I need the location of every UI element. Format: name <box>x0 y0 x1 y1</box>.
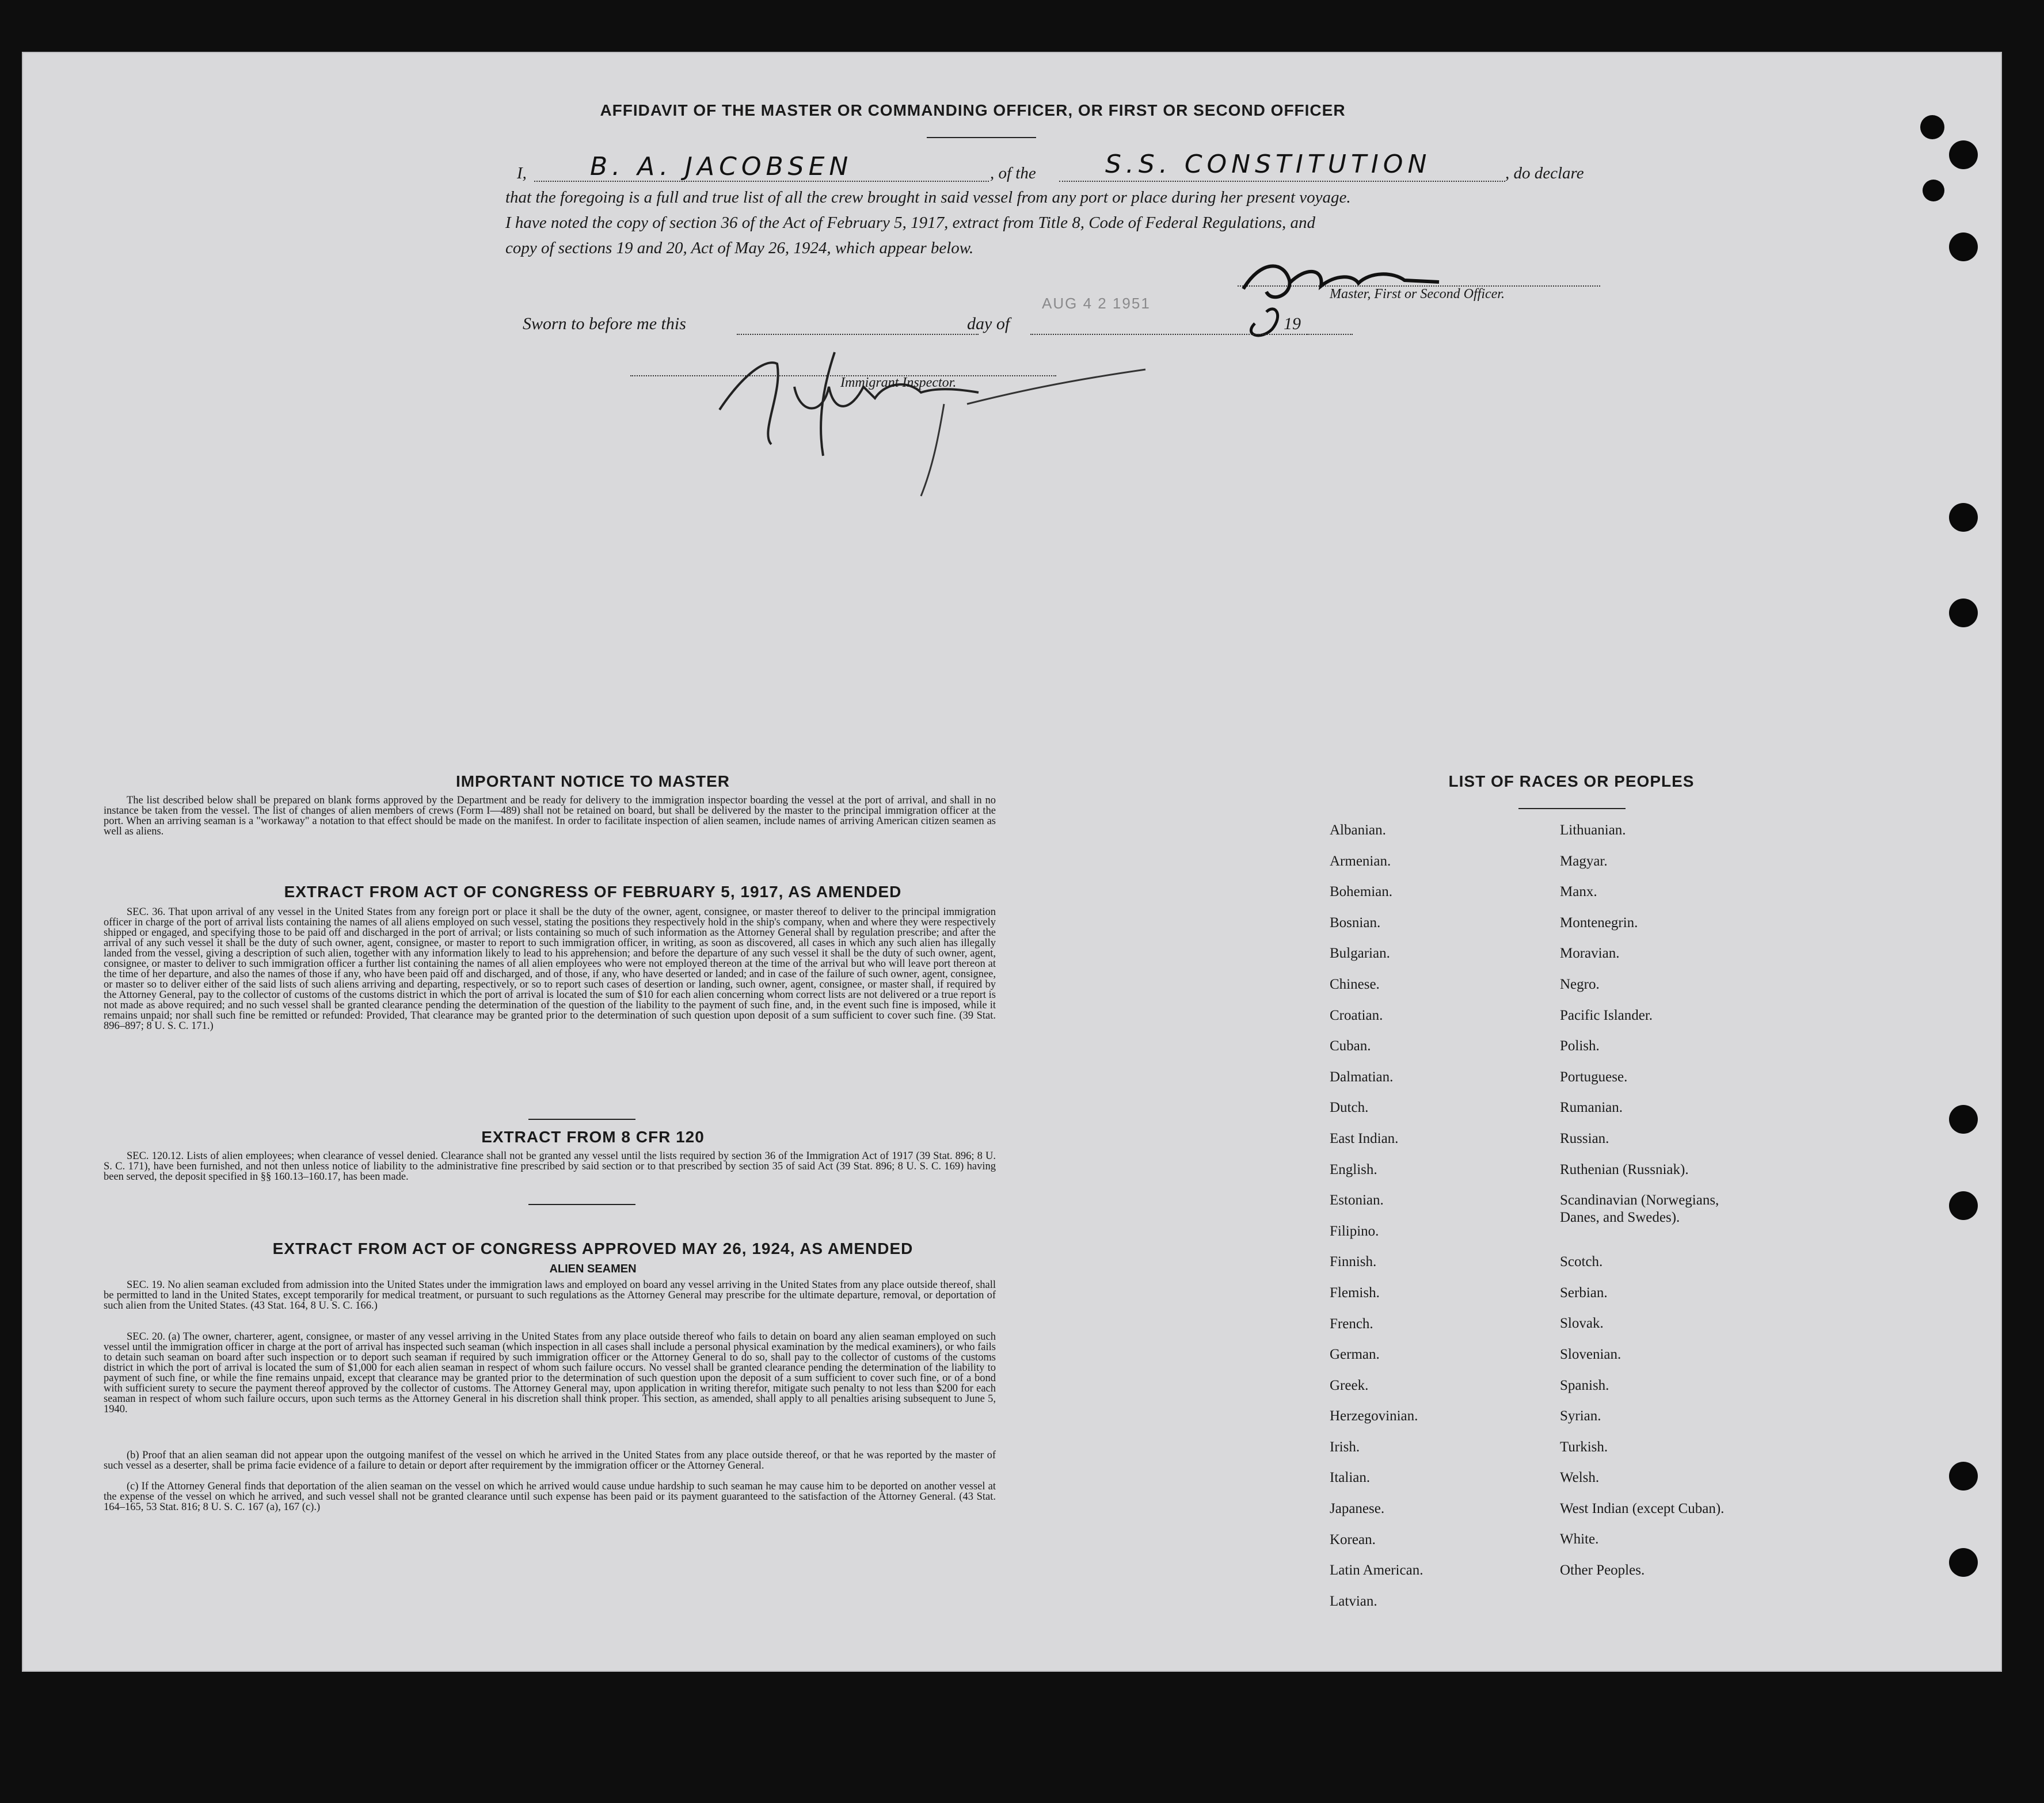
race-item: French. <box>1330 1316 1373 1332</box>
races-left-column <box>1330 822 1560 1623</box>
race-item: Finnish. <box>1330 1254 1377 1270</box>
race-item: Dalmatian. <box>1330 1069 1394 1085</box>
vessel-name-handwritten: S.S. CONSTITUTION <box>1105 150 1432 179</box>
binder-hole <box>1949 503 1978 532</box>
binder-hole <box>1923 180 1944 201</box>
binder-hole <box>1949 1462 1978 1491</box>
race-item: Latvian. <box>1330 1593 1377 1609</box>
binder-hole <box>1949 1105 1978 1134</box>
race-item: Polish. <box>1560 1038 1600 1054</box>
alien-seamen-subheading: ALIEN SEAMEN <box>549 1263 637 1275</box>
inspector-caption: Immigrant Inspector. <box>840 375 957 390</box>
race-item: Slovak. <box>1560 1316 1604 1332</box>
race-item: Irish. <box>1330 1439 1360 1455</box>
race-item: White. <box>1560 1531 1599 1547</box>
extract-8cfr-heading: EXTRACT FROM 8 CFR 120 <box>481 1128 705 1146</box>
extract-1924-heading: EXTRACT FROM ACT OF CONGRESS APPROVED MAY 26, 1924, AS AMENDED <box>272 1240 913 1257</box>
binder-hole <box>1949 1548 1978 1577</box>
extract-1917-body: SEC. 36. That upon arrival of any vessel in the United States from any foreign port or place it shall be the duty of the owner, agent, consignee, or master thereof to deliver to the principal immigration officer in charge of the port of arrival lists containing the names of all aliens employed on such vessel, stating the positions they respectively hold in the ship's company, when and where they were respectively shipped or engaged, and specifying those to be paid off and discharged in the port of arrival; or lists containing so much of such information as the Attorney General shall by regulation prescribe; and after the arrival of any such vessel it shall be the duty of such owner, agent, consignee, or master to report to such immigration officer, in writing, as soon as discovered, all cases in which any such alien has illegally landed from the vessel, giving a description of such alien, together with any information likely to lead to his apprehension; and before the departure of any such vessel it shall be the duty of such owner, agent, consignee, or master to deliver to such immigration officer a further list containing the names of all alien employees who were not employed thereon at the time of the arrival but who will leave port thereon at the time of her departure, and also the names of those if any, who have been paid off and discharged, and of those, if any, who have deserted or landed; and in case of the failure of such owner, agent, consignee, or master so to deliver either of the said lists of such aliens arriving and departing, respectively, or so to report such cases of desertion or landing, such owner, agent, consignee, or master shall, if required by the Attorney General, pay to the collector of customs of the customs district in which the port of arrival is located the sum of $10 for each alien concerning whom correct lists are not delivered or a true report is not made as above required; and no such vessel shall be granted clearance pending the determination of the question of the liability to the payment of such fine, and, in the event such fine is imposed, while it remains unpaid; nor shall such fine be remitted or refunded: Provided, That clearance may be granted prior to the determination of such question upon deposit of a sum sufficient to cover such fine. (39 Stat. 896–897; 8 U. S. C. 171.) <box>104 906 996 1032</box>
race-item: German. <box>1330 1347 1380 1363</box>
race-item: Italian. <box>1330 1470 1371 1486</box>
year-prefix: 19 <box>1284 314 1301 333</box>
binder-hole <box>1920 115 1944 139</box>
affidavit-title: AFFIDAVIT OF THE MASTER OR COMMANDING OFFICER, OR FIRST OR SECOND OFFICER <box>600 101 1346 119</box>
binder-hole <box>1949 1191 1978 1220</box>
extract-8cfr-body: SEC. 120.12. Lists of alien employees; when clearance of vessel denied. Clearance shall not be granted any vessel until the lists required by section 36 of the Immigration Act of 1917 (39 Stat. 896; 8 U. S. C. 171), have been furnished, and not then unless notice of liability to the administrative fine prescribed by said section or to that prescribed by section 35 of said Act (39 Stat. 896; 8 U. S. C. 169) having been served, the deposit specified in §§ 160.13–160.17, has been made. <box>104 1150 996 1183</box>
race-item: West Indian (except Cuban). <box>1560 1500 1725 1516</box>
date-stamp: AUG 4 2 1951 <box>1042 295 1151 312</box>
extract-1924-sec20c: (c) If the Attorney General finds that deportation of the alien seaman on the vessel on which he arrived would cause undue hardship to such seaman he may cause him to be deported on another vessel at the expense of the vessel on which he arrived, and such vessel shall not be granted clearance until such expense has been paid or its payment guaranteed to the satisfaction of the Attorney General. (43 Stat. 164–165, 53 Stat. 816; 8 U. S. C. 167 (a), 167 (c).) <box>104 1481 996 1513</box>
race-item: Greek. <box>1330 1377 1369 1393</box>
race-item: Ruthenian (Russniak). <box>1560 1161 1689 1177</box>
race-item: Flemish. <box>1330 1284 1380 1301</box>
master-name-handwritten: B. A. JACOBSEN <box>590 152 853 181</box>
section-divider <box>528 1119 635 1120</box>
race-item: Portuguese. <box>1560 1069 1628 1085</box>
race-item: Scandinavian (Norwegians, Danes, and Swedes). <box>1560 1192 1719 1226</box>
race-item: Syrian. <box>1560 1408 1601 1424</box>
affidavit-line-4: copy of sections 19 and 20, Act of May 26, 1924, which appear below. <box>505 239 974 257</box>
of-the-label: , of the <box>990 164 1036 182</box>
race-item: Cuban. <box>1330 1038 1371 1054</box>
race-item: Bohemian. <box>1330 884 1393 900</box>
race-item: Japanese. <box>1330 1501 1385 1517</box>
race-item: Dutch. <box>1330 1100 1369 1116</box>
race-item: English. <box>1330 1161 1377 1177</box>
inspector-signature <box>691 300 1163 508</box>
race-item: Serbian. <box>1560 1284 1608 1301</box>
race-item: Croatian. <box>1330 1007 1383 1023</box>
race-item: Filipino. <box>1330 1223 1379 1239</box>
races-right-column <box>1560 822 1813 1593</box>
race-item: Spanish. <box>1560 1377 1609 1393</box>
do-declare-label: , do declare <box>1505 164 1584 182</box>
race-item: Turkish. <box>1560 1439 1608 1455</box>
race-item: Rumanian. <box>1560 1100 1623 1116</box>
race-item: Bosnian. <box>1330 914 1381 931</box>
race-item: Chinese. <box>1330 976 1380 992</box>
document-page <box>22 52 2002 1672</box>
race-item: Russian. <box>1560 1130 1609 1146</box>
i-label: I, <box>517 164 527 182</box>
races-heading: LIST OF RACES OR PEOPLES <box>1448 772 1695 790</box>
race-item: East Indian. <box>1330 1130 1399 1146</box>
race-item: Armenian. <box>1330 853 1391 869</box>
race-item: Scotch. <box>1560 1254 1603 1270</box>
race-item: Slovenian. <box>1560 1346 1622 1362</box>
extract-1917-heading: EXTRACT FROM ACT OF CONGRESS OF FEBRUARY 5, 1917, AS AMENDED <box>284 883 902 901</box>
race-item: Magyar. <box>1560 853 1608 869</box>
race-item: Moravian. <box>1560 946 1620 962</box>
binder-hole <box>1949 140 1978 169</box>
notice-body: The list described below shall be prepared on blank forms approved by the Department and be ready for delivery to the immigration inspector boarding the vessel at the port of arrival, and shall in no instance be taken from the vessel. The list of changes of alien members of crews (Form I—489) shall not be retained on board, but shall be delivered by the master to the principal immigration officer at the port. When an arriving seaman is a "workaway" a notation to that effect should be made on the manifest. In order to facilitate inspection of alien seamen, include names of arriving American citizen seamen as well as aliens. <box>104 795 996 837</box>
affidavit-line-3: I have noted the copy of section 36 of the Act of February 5, 1917, extract from Title 8, Code of Federal Regulations, and <box>505 214 1316 232</box>
race-item: Other Peoples. <box>1560 1562 1645 1579</box>
race-item: Bulgarian. <box>1330 946 1390 962</box>
extract-1924-sec20a: SEC. 20. (a) The owner, charterer, agent, consignee, or master of any vessel arriving in the United States from any place outside thereof who fails to detain on board any alien seaman employed on such vessel until the immigration officer in charge at the port of arrival has inspected such seaman (which inspection in all cases shall include a personal physical examination by the medical examiners), or who fails to detain such seaman on board after such inspection or to deport such seaman if required by such immigration officer or the Attorney General to do so, shall pay to the collector of customs of the customs district in which the port of arrival is located the sum of $1,000 for each alien seaman in respect of whom such failure occurs. No vessel shall be granted clearance pending the determination of the liability to payment of such fine, or while the fine remains unpaid, except that clearance may be granted prior to the determination of such question upon the deposit of a sum sufficient to cover such fine, or of a bond with sufficient surety to secure the payment thereof approved by the collector of customs. The Attorney General may, upon application in writing therefor, mitigate such penalty to not less than $200 for each seaman in respect of whom such failure occurs, upon such terms as the Attorney General in his discretion shall think proper. This section, as amended, shall apply to all penalties arising subsequent to June 5, 1940. <box>104 1331 996 1415</box>
races-divider <box>1518 808 1626 809</box>
notice-heading: IMPORTANT NOTICE TO MASTER <box>455 772 730 790</box>
binder-hole <box>1949 599 1978 627</box>
race-item: Manx. <box>1560 884 1597 900</box>
race-item: Albanian. <box>1330 822 1386 838</box>
title-divider <box>927 137 1036 138</box>
race-item: Lithuanian. <box>1560 822 1626 838</box>
affidavit-line-2: that the foregoing is a full and true list of all the crew brought in said vessel from any port or place during her present voyage. <box>505 188 1351 207</box>
race-item: Welsh. <box>1560 1470 1600 1486</box>
binder-hole <box>1949 232 1978 261</box>
race-item: Montenegrin. <box>1560 914 1638 931</box>
race-item: Negro. <box>1560 976 1600 992</box>
race-item: Latin American. <box>1330 1562 1423 1579</box>
extract-1924-sec20b: (b) Proof that an alien seaman did not appear upon the outgoing manifest of the vessel on which he arrived in the United States from any place outside thereof, or that he was reported by the master of such vessel as a deserter, shall be prima facie evidence of a failure to detain or deport after requirement by the immigration officer or the Attorney General. <box>104 1450 996 1472</box>
race-item: Herzegovinian. <box>1330 1408 1418 1424</box>
race-item: Estonian. <box>1330 1192 1384 1209</box>
day-of-label: day of <box>967 314 1010 333</box>
year-line <box>1307 334 1353 335</box>
race-item: Korean. <box>1330 1531 1376 1547</box>
master-caption: Master, First or Second Officer. <box>1330 287 1505 302</box>
extract-1924-sec19: SEC. 19. No alien seaman excluded from admission into the United States under the immigration laws and employed on board any vessel arriving in the United States from any place outside thereof, shall be permitted to land in the United States, except temporarily for medical treatment, or pursuant to such regulations as the Attorney General may prescribe for the ultimate departure, removal, or deportation of such alien from the United States. (43 Stat. 164, 8 U. S. C. 166.) <box>104 1279 996 1312</box>
sworn-label: Sworn to before me this <box>523 314 686 333</box>
race-item: Pacific Islander. <box>1560 1007 1653 1023</box>
vessel-field-line <box>1059 181 1505 182</box>
section-divider <box>528 1204 635 1205</box>
